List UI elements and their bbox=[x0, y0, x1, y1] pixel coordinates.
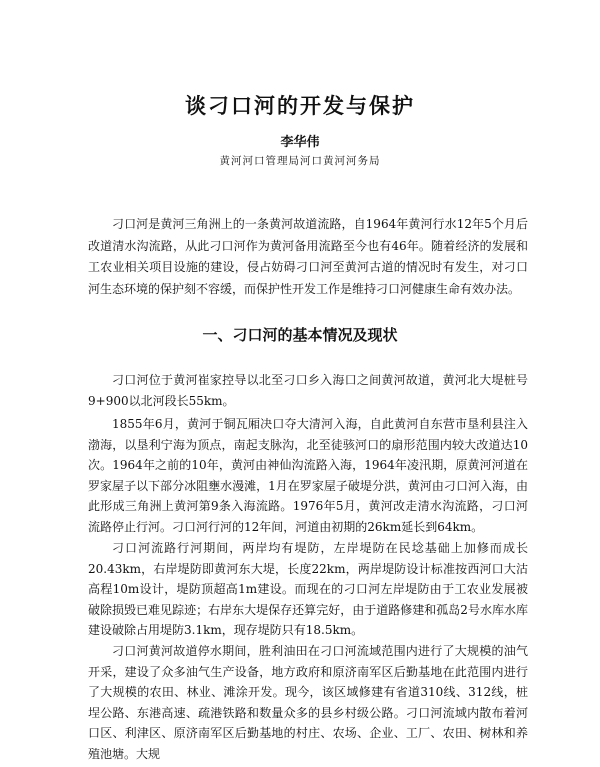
body-paragraph: 刁口河黄河故道停水期间，胜利油田在刁口河流域范围内进行了大规模的油气开采，建设了众多油气生产设备，地方政府和原济南军区后勤基地在此范围内进行了大规模的农田、林业、滩涂开发。现今，该区域修建有省道310线、312线，桩埕公路、东港高速、疏港铁路和数量众多的县乡村级公路。刁口河流域内散布着河口区、利津区、原济南军区后勤基地的村庄、农场、企业、工厂、农田、树林和养殖池塘。大规 bbox=[88, 644, 528, 761]
body-paragraph: 刁口河位于黄河崔家控导以北至刁口乡入海口之间黄河故道，黄河北大堤桩号9+900以北河段长55km。 bbox=[88, 373, 528, 408]
author-name: 李华伟 bbox=[280, 135, 320, 150]
section-heading: 一、刁口河的基本情况及现状 bbox=[202, 326, 398, 344]
body-paragraph: 1855年6月，黄河于铜瓦厢决口夺大清河入海，自此黄河自东营市垦利县注入渤海，以垦利宁海为顶点，南起支脉沟，北至徒骇河口的扇形范围内较大改道达10次。1964年之前的10年，黄河由神仙沟流路入海，1964年凌汛期，原黄河河道在罗家屋子以下部分冰阻壅水漫滩，1月在罗家屋子破堤分洪，黄河由刁口河入海，由此形成三角洲上黄河第9条入海流路。1976年5月，黄河改走清水沟流路，刁口河流路停止行河。刁口河行河的12年间，河道由初期的26km延长到64km。 bbox=[88, 417, 528, 534]
paper-title: 谈刁口河的开发与保护 bbox=[185, 93, 415, 118]
abstract-paragraph: 刁口河是黄河三角洲上的一条黄河故道流路，自1964年黄河行水12年5个月后改道清水沟流路，从此刁口河作为黄河备用流路至今也有46年。随着经济的发展和工农业相关项目设施的建设，侵占妨碍刁口河至黄河古道的情况时有发生，对刁口河生态环境的保护刻不容缓，而保护性开发工作是维持刁口河健康生命有效办法。 bbox=[88, 217, 528, 296]
author-affiliation: 黄河河口管理局河口黄河河务局 bbox=[219, 155, 381, 167]
body-paragraph: 刁口河流路行河期间，两岸均有堤防，左岸堤防在民埝基础上加修而成长20.43km，右岸堤防即黄河东大堤，长度22km，两岸堤防设计标准按西河口大沽高程10m设计，堤防顶超高1m建设。而现在的刁口河左岸堤防由于工农业发展被破除损毁已难见踪迹；右岸东大堤保存还算完好，由于道路修建和孤岛2号水库水库建设破除占用堤防3.1km，现存堤防只有18.5km。 bbox=[88, 541, 528, 637]
